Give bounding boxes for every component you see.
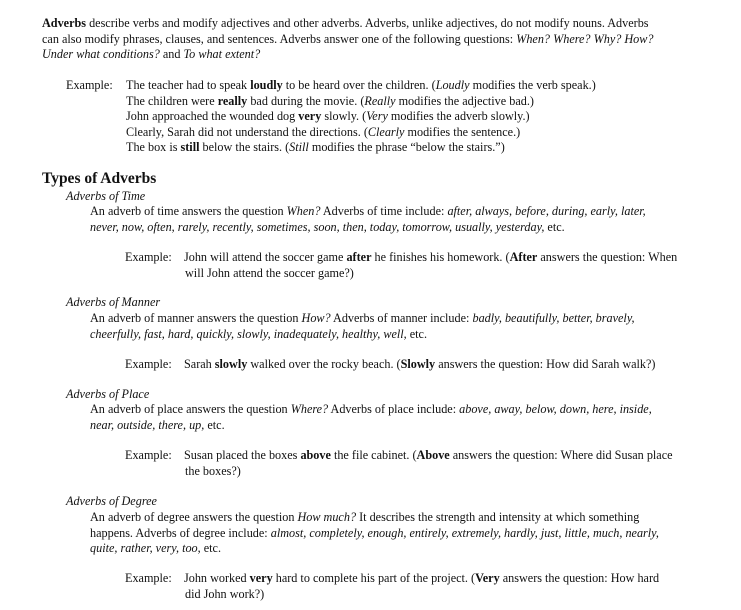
- intro-line-3: Under what conditions? and To what extent?: [42, 47, 261, 61]
- intro-examples: [126, 78, 596, 156]
- degree-example: [184, 571, 659, 602]
- types-heading: Types of Adverbs: [42, 170, 157, 187]
- place-example-line-2: the boxes?): [185, 463, 241, 478]
- degree-example-label: Example:: [125, 571, 172, 585]
- degree-description: [90, 510, 659, 557]
- degree-desc-line-1: An adverb of degree answers the question How much? It describes the strength and intensity at which something: [90, 510, 640, 524]
- time-example-label: Example:: [125, 250, 172, 264]
- manner-example-line-1: Sarah slowly walked over the rocky beach. (Slowly answers the question: How did Sarah walk?): [184, 357, 656, 371]
- time-description: [90, 204, 646, 235]
- example-line: The box is still below the stairs. (Still modifies the phrase “below the stairs.”): [126, 140, 505, 154]
- intro-example-label: Example:: [66, 78, 113, 92]
- place-desc-line-1: An adverb of place answers the question Where? Adverbs of place include: above, away, below, down, here, inside,: [90, 402, 652, 416]
- adverbs-term: Adverbs: [42, 16, 87, 30]
- intro-line-2: can also modify phrases, clauses, and sentences. Adverbs answer one of the following questions: When? Where? Why? How?: [42, 31, 654, 46]
- intro-paragraph: [42, 16, 654, 63]
- example-line: The children were really bad during the movie. (Really modifies the adjective bad.): [126, 93, 534, 108]
- time-subheading: Adverbs of Time: [66, 189, 146, 203]
- degree-example-line-2: did John work?): [185, 586, 265, 601]
- manner-desc-line-1: An adverb of manner answers the question How? Adverbs of manner include: badly, beautifully, better, bravely,: [90, 311, 635, 325]
- place-example: [184, 448, 673, 479]
- place-example-line-1: Susan placed the boxes above the file cabinet. (Above answers the question: Where did Susan place: [184, 448, 673, 462]
- degree-desc-line-3: quite, rather, very, too, etc.: [90, 541, 221, 555]
- time-desc-line-2: never, now, often, rarely, recently, sometimes, soon, then, today, tomorrow, usually, yesterday, etc.: [90, 219, 565, 234]
- manner-subheading: Adverbs of Manner: [66, 295, 161, 309]
- place-description: [90, 402, 652, 433]
- degree-example-line-1: John worked very hard to complete his part of the project. (Very answers the question: How hard: [184, 571, 660, 585]
- degree-subheading: Adverbs of Degree: [66, 494, 157, 508]
- time-example-line-1: John will attend the soccer game after he finishes his homework. (After answers the question: When: [184, 250, 678, 264]
- example-line: John approached the wounded dog very slowly. (Very modifies the adverb slowly.): [126, 109, 530, 123]
- time-example: [184, 250, 677, 281]
- example-line: The teacher had to speak loudly to be heard over the children. (Loudly modifies the verb speak.): [126, 78, 596, 92]
- intro-line-1: Adverbs describe verbs and modify adjectives and other adverbs. Adverbs, unlike adjectives, do not modify nouns. Adverbs: [42, 16, 649, 30]
- time-desc-line-1: An adverb of time answers the question When? Adverbs of time include: after, always, before, during, early, later,: [90, 204, 646, 218]
- example-line: Clearly, Sarah did not understand the directions. (Clearly modifies the sentence.): [126, 124, 521, 139]
- time-example-line-2: will John attend the soccer game?): [185, 265, 354, 280]
- degree-desc-line-2: happens. Adverbs of degree include: almost, completely, enough, entirely, extremely, hardly, just, little, much, nearly,: [90, 525, 659, 540]
- manner-desc-line-2: cheerfully, fast, hard, quickly, slowly, inadequately, healthy, well, etc.: [90, 326, 428, 341]
- manner-example-label: Example:: [125, 357, 172, 371]
- place-example-label: Example:: [125, 448, 172, 462]
- manner-example: [184, 357, 656, 373]
- place-subheading: Adverbs of Place: [66, 387, 150, 401]
- manner-description: [90, 311, 635, 342]
- place-desc-line-2: near, outside, there, up, etc.: [90, 417, 225, 432]
